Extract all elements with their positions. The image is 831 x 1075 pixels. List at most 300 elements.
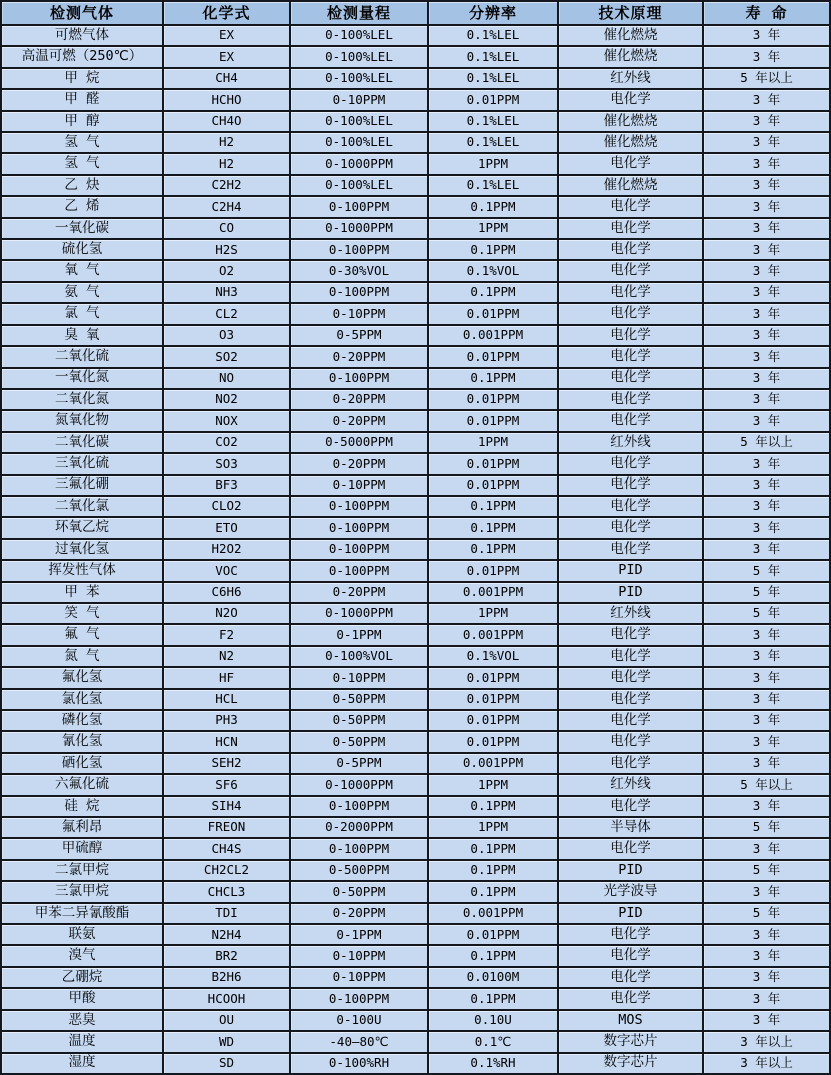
cell: 可燃气体 [2, 26, 164, 45]
cell: 氮 气 [2, 647, 164, 666]
cell: 0-100PPM [291, 369, 429, 388]
header-chemical-formula: 化学式 [164, 2, 291, 24]
cell: 0.10U [429, 1011, 559, 1030]
cell: 0.01PPM [429, 925, 559, 944]
cell: 0.01PPM [429, 690, 559, 709]
cell: 电化学 [559, 711, 704, 730]
cell: 0-100%LEL [291, 47, 429, 66]
cell: VOC [164, 561, 291, 580]
cell: 硫化氢 [2, 240, 164, 259]
cell: NH3 [164, 283, 291, 302]
cell: 0-100%LEL [291, 69, 429, 88]
cell: 电化学 [559, 946, 704, 965]
cell: 0.001PPM [429, 754, 559, 773]
table-row [2, 154, 829, 175]
cell: 0-100PPM [291, 283, 429, 302]
cell: BF3 [164, 476, 291, 495]
cell: 甲 苯 [2, 583, 164, 602]
table-row [2, 754, 829, 775]
cell: 1PPM [429, 604, 559, 623]
header-resolution: 分辨率 [429, 2, 559, 24]
cell: 0-100PPM [291, 561, 429, 580]
cell: 0.01PPM [429, 90, 559, 109]
cell: 光学波导 [559, 882, 704, 901]
table-row [2, 946, 829, 967]
table-row [2, 1011, 829, 1032]
cell: -40—80℃ [291, 1032, 429, 1051]
cell: HCL [164, 690, 291, 709]
cell: 温度 [2, 1032, 164, 1051]
table-row [2, 26, 829, 47]
cell: 5 年 [704, 604, 829, 623]
cell: 3 年 [704, 540, 829, 559]
cell: 电化学 [559, 390, 704, 409]
cell: 电化学 [559, 476, 704, 495]
cell: O2 [164, 261, 291, 280]
cell: 0.1PPM [429, 497, 559, 516]
cell: 1PPM [429, 219, 559, 238]
cell: 二氯甲烷 [2, 861, 164, 880]
table-row [2, 261, 829, 282]
cell: 红外线 [559, 69, 704, 88]
table-row [2, 540, 829, 561]
cell: 0-50PPM [291, 711, 429, 730]
cell: 恶臭 [2, 1011, 164, 1030]
cell: 1PPM [429, 775, 559, 794]
cell: 0.1PPM [429, 369, 559, 388]
cell: 3 年 [704, 197, 829, 216]
cell: 0.1%LEL [429, 176, 559, 195]
cell: 0-10PPM [291, 668, 429, 687]
cell: 0.1℃ [429, 1032, 559, 1051]
cell: CH4O [164, 112, 291, 131]
cell: 0.01PPM [429, 347, 559, 366]
cell: 电化学 [559, 283, 704, 302]
table-row [2, 47, 829, 68]
cell: MOS [559, 1011, 704, 1030]
cell: 0-20PPM [291, 583, 429, 602]
cell: 电化学 [559, 261, 704, 280]
table-row [2, 625, 829, 646]
cell: 0.1PPM [429, 989, 559, 1008]
cell: 3 年 [704, 390, 829, 409]
cell: 0-100PPM [291, 797, 429, 816]
cell: 0-20PPM [291, 904, 429, 923]
cell: 催化燃烧 [559, 47, 704, 66]
cell: 1PPM [429, 433, 559, 452]
table-row [2, 861, 829, 882]
cell: 电化学 [559, 625, 704, 644]
cell: 硅 烷 [2, 797, 164, 816]
cell: 1PPM [429, 154, 559, 173]
cell: 3 年以上 [704, 1054, 829, 1073]
cell: 溴气 [2, 946, 164, 965]
cell: 0.1%VOL [429, 261, 559, 280]
cell: 0.1PPM [429, 283, 559, 302]
cell: 0.1PPM [429, 540, 559, 559]
cell: 磷化氢 [2, 711, 164, 730]
cell: 3 年 [704, 518, 829, 537]
cell: 3 年 [704, 326, 829, 345]
cell: 0-20PPM [291, 390, 429, 409]
cell: 0.01PPM [429, 411, 559, 430]
cell: 5 年 [704, 904, 829, 923]
cell: 一氧化碳 [2, 219, 164, 238]
cell: NO [164, 369, 291, 388]
cell: 0.01PPM [429, 476, 559, 495]
cell: 二氧化氮 [2, 390, 164, 409]
table-row [2, 369, 829, 390]
cell: 0-20PPM [291, 411, 429, 430]
cell: 电化学 [559, 647, 704, 666]
cell: 电化学 [559, 411, 704, 430]
cell: 0-50PPM [291, 732, 429, 751]
cell: 5 年 [704, 818, 829, 837]
cell: 催化燃烧 [559, 176, 704, 195]
cell: 0.001PPM [429, 583, 559, 602]
cell: SF6 [164, 775, 291, 794]
cell: 0-500PPM [291, 861, 429, 880]
cell: 3 年 [704, 647, 829, 666]
cell: 0-2000PPM [291, 818, 429, 837]
cell: 0-100PPM [291, 497, 429, 516]
cell: 0-1000PPM [291, 154, 429, 173]
cell: 0.1%LEL [429, 133, 559, 152]
cell: 乙 炔 [2, 176, 164, 195]
cell: 0-100PPM [291, 240, 429, 259]
cell: 数字芯片 [559, 1032, 704, 1051]
cell: 联氨 [2, 925, 164, 944]
cell: PID [559, 561, 704, 580]
cell: N2O [164, 604, 291, 623]
cell: 乙硼烷 [2, 968, 164, 987]
cell: 5 年以上 [704, 69, 829, 88]
cell: 0.1PPM [429, 839, 559, 858]
cell: PID [559, 583, 704, 602]
cell: TDI [164, 904, 291, 923]
cell: 电化学 [559, 518, 704, 537]
cell: 3 年 [704, 839, 829, 858]
cell: 3 年 [704, 797, 829, 816]
cell: 0-100%RH [291, 1054, 429, 1073]
cell: 5 年 [704, 583, 829, 602]
cell: FREON [164, 818, 291, 837]
cell: 电化学 [559, 668, 704, 687]
cell: 催化燃烧 [559, 112, 704, 131]
cell: 0-100%LEL [291, 133, 429, 152]
cell: 三氧化硫 [2, 454, 164, 473]
cell: 0.1PPM [429, 882, 559, 901]
table-row [2, 797, 829, 818]
cell: 3 年以上 [704, 1032, 829, 1051]
cell: 0.01PPM [429, 390, 559, 409]
cell: 0.1PPM [429, 240, 559, 259]
table-row [2, 518, 829, 539]
cell: 0.1%LEL [429, 26, 559, 45]
cell: 电化学 [559, 197, 704, 216]
table-row [2, 497, 829, 518]
cell: SD [164, 1054, 291, 1073]
table-row [2, 433, 829, 454]
cell: 电化学 [559, 90, 704, 109]
cell: 0.1PPM [429, 861, 559, 880]
table-row [2, 604, 829, 625]
table-row [2, 133, 829, 154]
cell: HF [164, 668, 291, 687]
table-row [2, 176, 829, 197]
cell: 0.01PPM [429, 668, 559, 687]
cell: 催化燃烧 [559, 133, 704, 152]
cell: 3 年 [704, 240, 829, 259]
cell: 电化学 [559, 304, 704, 323]
table-row [2, 69, 829, 90]
cell: NO2 [164, 390, 291, 409]
cell: PID [559, 861, 704, 880]
cell: 二氧化硫 [2, 347, 164, 366]
cell: 5 年 [704, 861, 829, 880]
table-row [2, 989, 829, 1010]
cell: 0.001PPM [429, 904, 559, 923]
table-row [2, 775, 829, 796]
cell: WD [164, 1032, 291, 1051]
cell: 3 年 [704, 26, 829, 45]
cell: 0-1000PPM [291, 775, 429, 794]
table-body [2, 26, 829, 1073]
cell: NOX [164, 411, 291, 430]
cell: 3 年 [704, 369, 829, 388]
table-row [2, 283, 829, 304]
table-row [2, 561, 829, 582]
cell: 3 年 [704, 690, 829, 709]
cell: PH3 [164, 711, 291, 730]
cell: 3 年 [704, 711, 829, 730]
cell: 笑 气 [2, 604, 164, 623]
cell: 电化学 [559, 540, 704, 559]
cell: 0.01PPM [429, 732, 559, 751]
cell: CH2CL2 [164, 861, 291, 880]
cell: 3 年 [704, 133, 829, 152]
table-row [2, 732, 829, 753]
cell: N2 [164, 647, 291, 666]
cell: 电化学 [559, 690, 704, 709]
cell: 氧 气 [2, 261, 164, 280]
cell: 3 年 [704, 476, 829, 495]
cell: 甲硫醇 [2, 839, 164, 858]
cell: 3 年 [704, 411, 829, 430]
table-row [2, 390, 829, 411]
cell: 3 年 [704, 754, 829, 773]
cell: 0.0100M [429, 968, 559, 987]
cell: 3 年 [704, 732, 829, 751]
header-detected-gas: 检测气体 [2, 2, 164, 24]
cell: 0-5000PPM [291, 433, 429, 452]
table-row [2, 818, 829, 839]
cell: 三氟化硼 [2, 476, 164, 495]
cell: 0.1%LEL [429, 47, 559, 66]
cell: 湿度 [2, 1054, 164, 1073]
table-row [2, 304, 829, 325]
cell: 氟 气 [2, 625, 164, 644]
cell: 0.1%LEL [429, 112, 559, 131]
cell: 电化学 [559, 925, 704, 944]
table-row [2, 326, 829, 347]
cell: 电化学 [559, 454, 704, 473]
cell: 0.1%VOL [429, 647, 559, 666]
cell: 3 年 [704, 882, 829, 901]
table-header-row [2, 2, 829, 26]
cell: 氨 气 [2, 283, 164, 302]
cell: 氮氧化物 [2, 411, 164, 430]
cell: 高温可燃（250℃） [2, 47, 164, 66]
cell: 二氧化碳 [2, 433, 164, 452]
cell: 红外线 [559, 433, 704, 452]
cell: 电化学 [559, 369, 704, 388]
cell: 0.01PPM [429, 304, 559, 323]
cell: 0-10PPM [291, 90, 429, 109]
table-row [2, 904, 829, 925]
cell: SIH4 [164, 797, 291, 816]
cell: 3 年 [704, 968, 829, 987]
table-row [2, 647, 829, 668]
cell: C2H4 [164, 197, 291, 216]
table-row [2, 411, 829, 432]
cell: 0-1PPM [291, 925, 429, 944]
cell: EX [164, 47, 291, 66]
cell: 电化学 [559, 219, 704, 238]
cell: F2 [164, 625, 291, 644]
cell: 0-100%LEL [291, 176, 429, 195]
table-row [2, 476, 829, 497]
header-lifespan: 寿 命 [704, 2, 829, 24]
cell: 0-10PPM [291, 476, 429, 495]
table-row [2, 219, 829, 240]
table-row [2, 112, 829, 133]
cell: 六氟化硫 [2, 775, 164, 794]
cell: 氢 气 [2, 154, 164, 173]
cell: H2 [164, 154, 291, 173]
cell: 臭 氧 [2, 326, 164, 345]
table-row [2, 690, 829, 711]
cell: CL2 [164, 304, 291, 323]
table-row [2, 347, 829, 368]
cell: 甲酸 [2, 989, 164, 1008]
cell: 3 年 [704, 347, 829, 366]
cell: 0.01PPM [429, 454, 559, 473]
table-row [2, 1054, 829, 1073]
table-row [2, 90, 829, 111]
cell: 甲 醇 [2, 112, 164, 131]
cell: 0-20PPM [291, 454, 429, 473]
cell: 半导体 [559, 818, 704, 837]
cell: 环氧乙烷 [2, 518, 164, 537]
cell: H2S [164, 240, 291, 259]
cell: N2H4 [164, 925, 291, 944]
cell: 0-100U [291, 1011, 429, 1030]
cell: 0-1000PPM [291, 219, 429, 238]
cell: SEH2 [164, 754, 291, 773]
cell: 0-10PPM [291, 304, 429, 323]
cell: 电化学 [559, 989, 704, 1008]
table-row [2, 668, 829, 689]
cell: 0-100PPM [291, 839, 429, 858]
cell: 3 年 [704, 989, 829, 1008]
cell: 0-10PPM [291, 946, 429, 965]
cell: 0-100PPM [291, 197, 429, 216]
cell: 电化学 [559, 154, 704, 173]
cell: 0-100PPM [291, 540, 429, 559]
cell: CHCL3 [164, 882, 291, 901]
cell: O3 [164, 326, 291, 345]
cell: C6H6 [164, 583, 291, 602]
cell: 0-100PPM [291, 989, 429, 1008]
cell: 0.01PPM [429, 711, 559, 730]
cell: 1PPM [429, 818, 559, 837]
cell: 0.1%LEL [429, 69, 559, 88]
cell: 0-5PPM [291, 754, 429, 773]
cell: 0-1000PPM [291, 604, 429, 623]
cell: 3 年 [704, 925, 829, 944]
cell: 0-5PPM [291, 326, 429, 345]
cell: 硒化氢 [2, 754, 164, 773]
cell: 3 年 [704, 47, 829, 66]
table-row [2, 583, 829, 604]
cell: 数字芯片 [559, 1054, 704, 1073]
cell: 氰化氢 [2, 732, 164, 751]
cell: 挥发性气体 [2, 561, 164, 580]
cell: 0-100%VOL [291, 647, 429, 666]
cell: 红外线 [559, 775, 704, 794]
cell: CO [164, 219, 291, 238]
cell: HCN [164, 732, 291, 751]
cell: 0.1PPM [429, 946, 559, 965]
cell: PID [559, 904, 704, 923]
table-row [2, 197, 829, 218]
cell: HCHO [164, 90, 291, 109]
cell: CO2 [164, 433, 291, 452]
cell: 3 年 [704, 90, 829, 109]
cell: 氯化氢 [2, 690, 164, 709]
table-row [2, 711, 829, 732]
table-row [2, 925, 829, 946]
cell: 一氧化氮 [2, 369, 164, 388]
cell: 电化学 [559, 326, 704, 345]
cell: 3 年 [704, 454, 829, 473]
cell: 0.1PPM [429, 197, 559, 216]
cell: 3 年 [704, 176, 829, 195]
cell: 3 年 [704, 1011, 829, 1030]
cell: 电化学 [559, 754, 704, 773]
cell: 0.1PPM [429, 797, 559, 816]
cell: 3 年 [704, 946, 829, 965]
cell: CLO2 [164, 497, 291, 516]
cell: 0-10PPM [291, 968, 429, 987]
cell: 5 年以上 [704, 775, 829, 794]
cell: 二氧化氯 [2, 497, 164, 516]
cell: SO3 [164, 454, 291, 473]
cell: 电化学 [559, 347, 704, 366]
cell: H2O2 [164, 540, 291, 559]
cell: B2H6 [164, 968, 291, 987]
cell: 电化学 [559, 732, 704, 751]
cell: 0.01PPM [429, 561, 559, 580]
cell: 0-1PPM [291, 625, 429, 644]
header-technology-principle: 技术原理 [559, 2, 704, 24]
cell: 氢 气 [2, 133, 164, 152]
cell: 3 年 [704, 625, 829, 644]
table-row [2, 968, 829, 989]
cell: 0-50PPM [291, 882, 429, 901]
cell: 5 年以上 [704, 433, 829, 452]
